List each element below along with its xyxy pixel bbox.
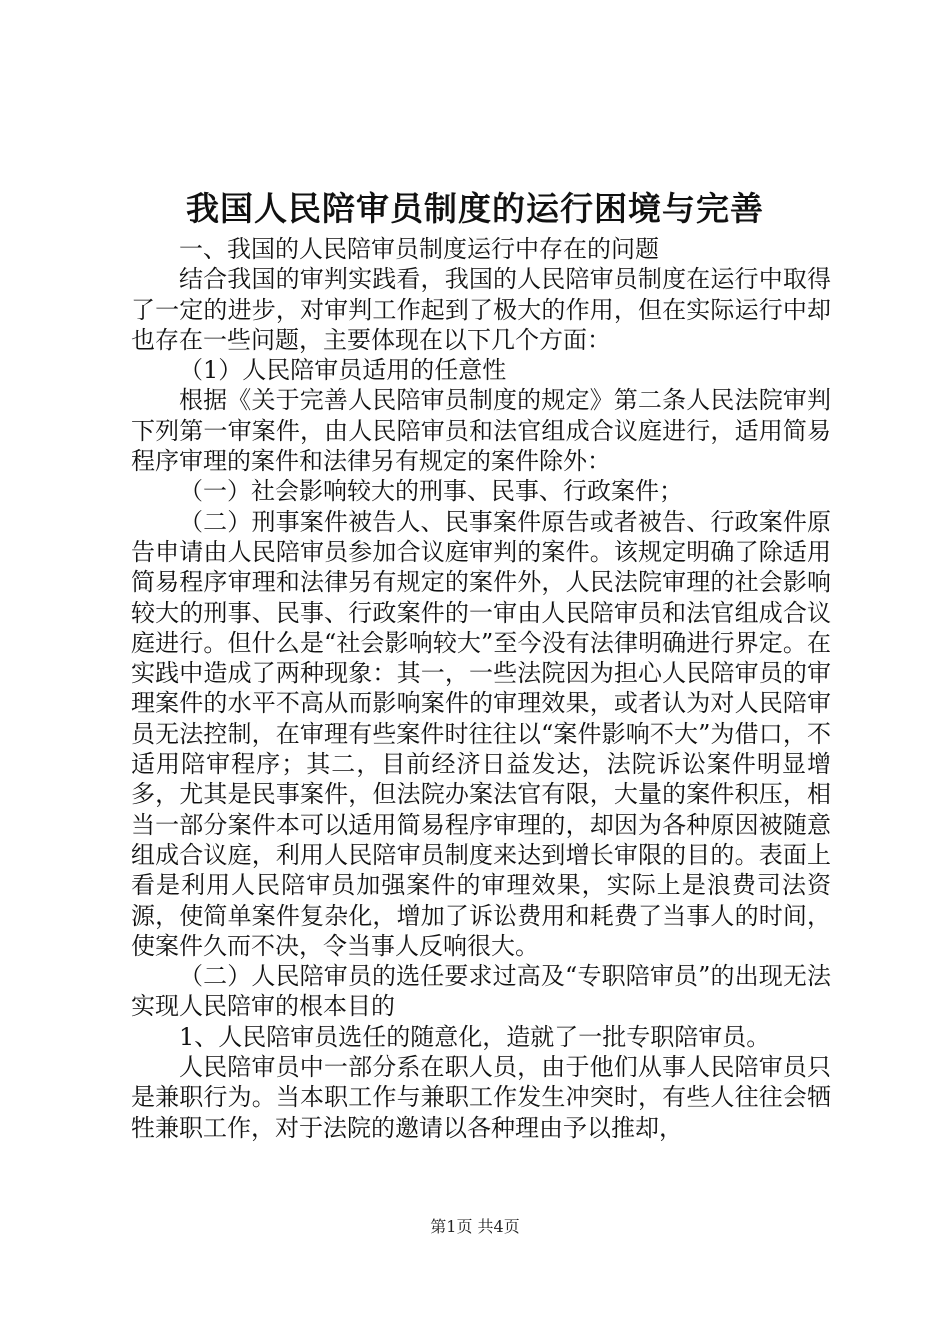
page-number: 第1页 共4页 <box>430 1217 520 1236</box>
document-body <box>131 234 831 1143</box>
section-heading: 一、我国的人民陪审员制度运行中存在的问题 <box>179 235 659 263</box>
paragraph: 人民陪审员中一部分系在职人员，由于他们从事人民陪审员只是兼职行为。当本职工作与兼职工作发生冲突时，有些人往往会牺牲兼职工作，对于法院的邀请以各种理由予以推却， <box>131 1053 831 1142</box>
subsection-heading: （二）人民陪审员的选任要求过高及“专职陪审员”的出现无法实现人民陪审的根本目的 <box>131 962 831 1021</box>
document-title: 我国人民陪审员制度的运行困境与完善 <box>186 189 764 228</box>
list-item: （一）社会影响较大的刑事、民事、行政案件； <box>179 477 683 506</box>
list-item: 1、人民陪审员选任的随意化，造就了一批专职陪审员。 <box>179 1022 771 1051</box>
subsection-heading: （1）人民陪审员适用的任意性 <box>179 356 507 385</box>
paragraph: （二）刑事案件被告人、民事案件原告或者被告、行政案件原告申请由人民陪审员参加合议庭审判的案件。该规定明确了除适用简易程序审理和法律另有规定的案件外，人民法院审理的社会影响较大的刑事、民事、行政案件的一审由人民陪审员和法官组成合议庭进行。但什么是“社会影响较大”至今没有法律明确进行界定。在实践中造成了两种现象：其一，一些法院因为担心人民陪审员的审理案件的水平不高从而影响案件的审理效果，或者认为对人民陪审员无法控制，在审理有些案件时往往以“案件影响不大”为借口，不适用陪审程序；其二，目前经济日益发达，法院诉讼案件明显增多，尤其是民事案件，但法院办案法官有限，大量的案件积压，相当一部分案件本可以适用简易程序审理的，却因为各种原因被随意组成合议庭，利用人民陪审员制度来达到增长审限的目的。表面上看是利用人民陪审员加强案件的审理效果，实际上是浪费司法资源，使简单案件复杂化，增加了诉讼费用和耗费了当事人的时间，使案件久而不决，令当事人反响很大。 <box>131 507 831 960</box>
paragraph: 根据《关于完善人民陪审员制度的规定》第二条人民法院审判下列第一审案件，由人民陪审员和法官组成合议庭进行，适用简易程序审理的案件和法律另有规定的案件除外： <box>131 386 831 476</box>
paragraph: 结合我国的审判实践看，我国的人民陪审员制度在运行中取得了一定的进步，对审判工作起到了极大的作用，但在实际运行中却也存在一些问题，主要体现在以下几个方面： <box>131 265 831 354</box>
